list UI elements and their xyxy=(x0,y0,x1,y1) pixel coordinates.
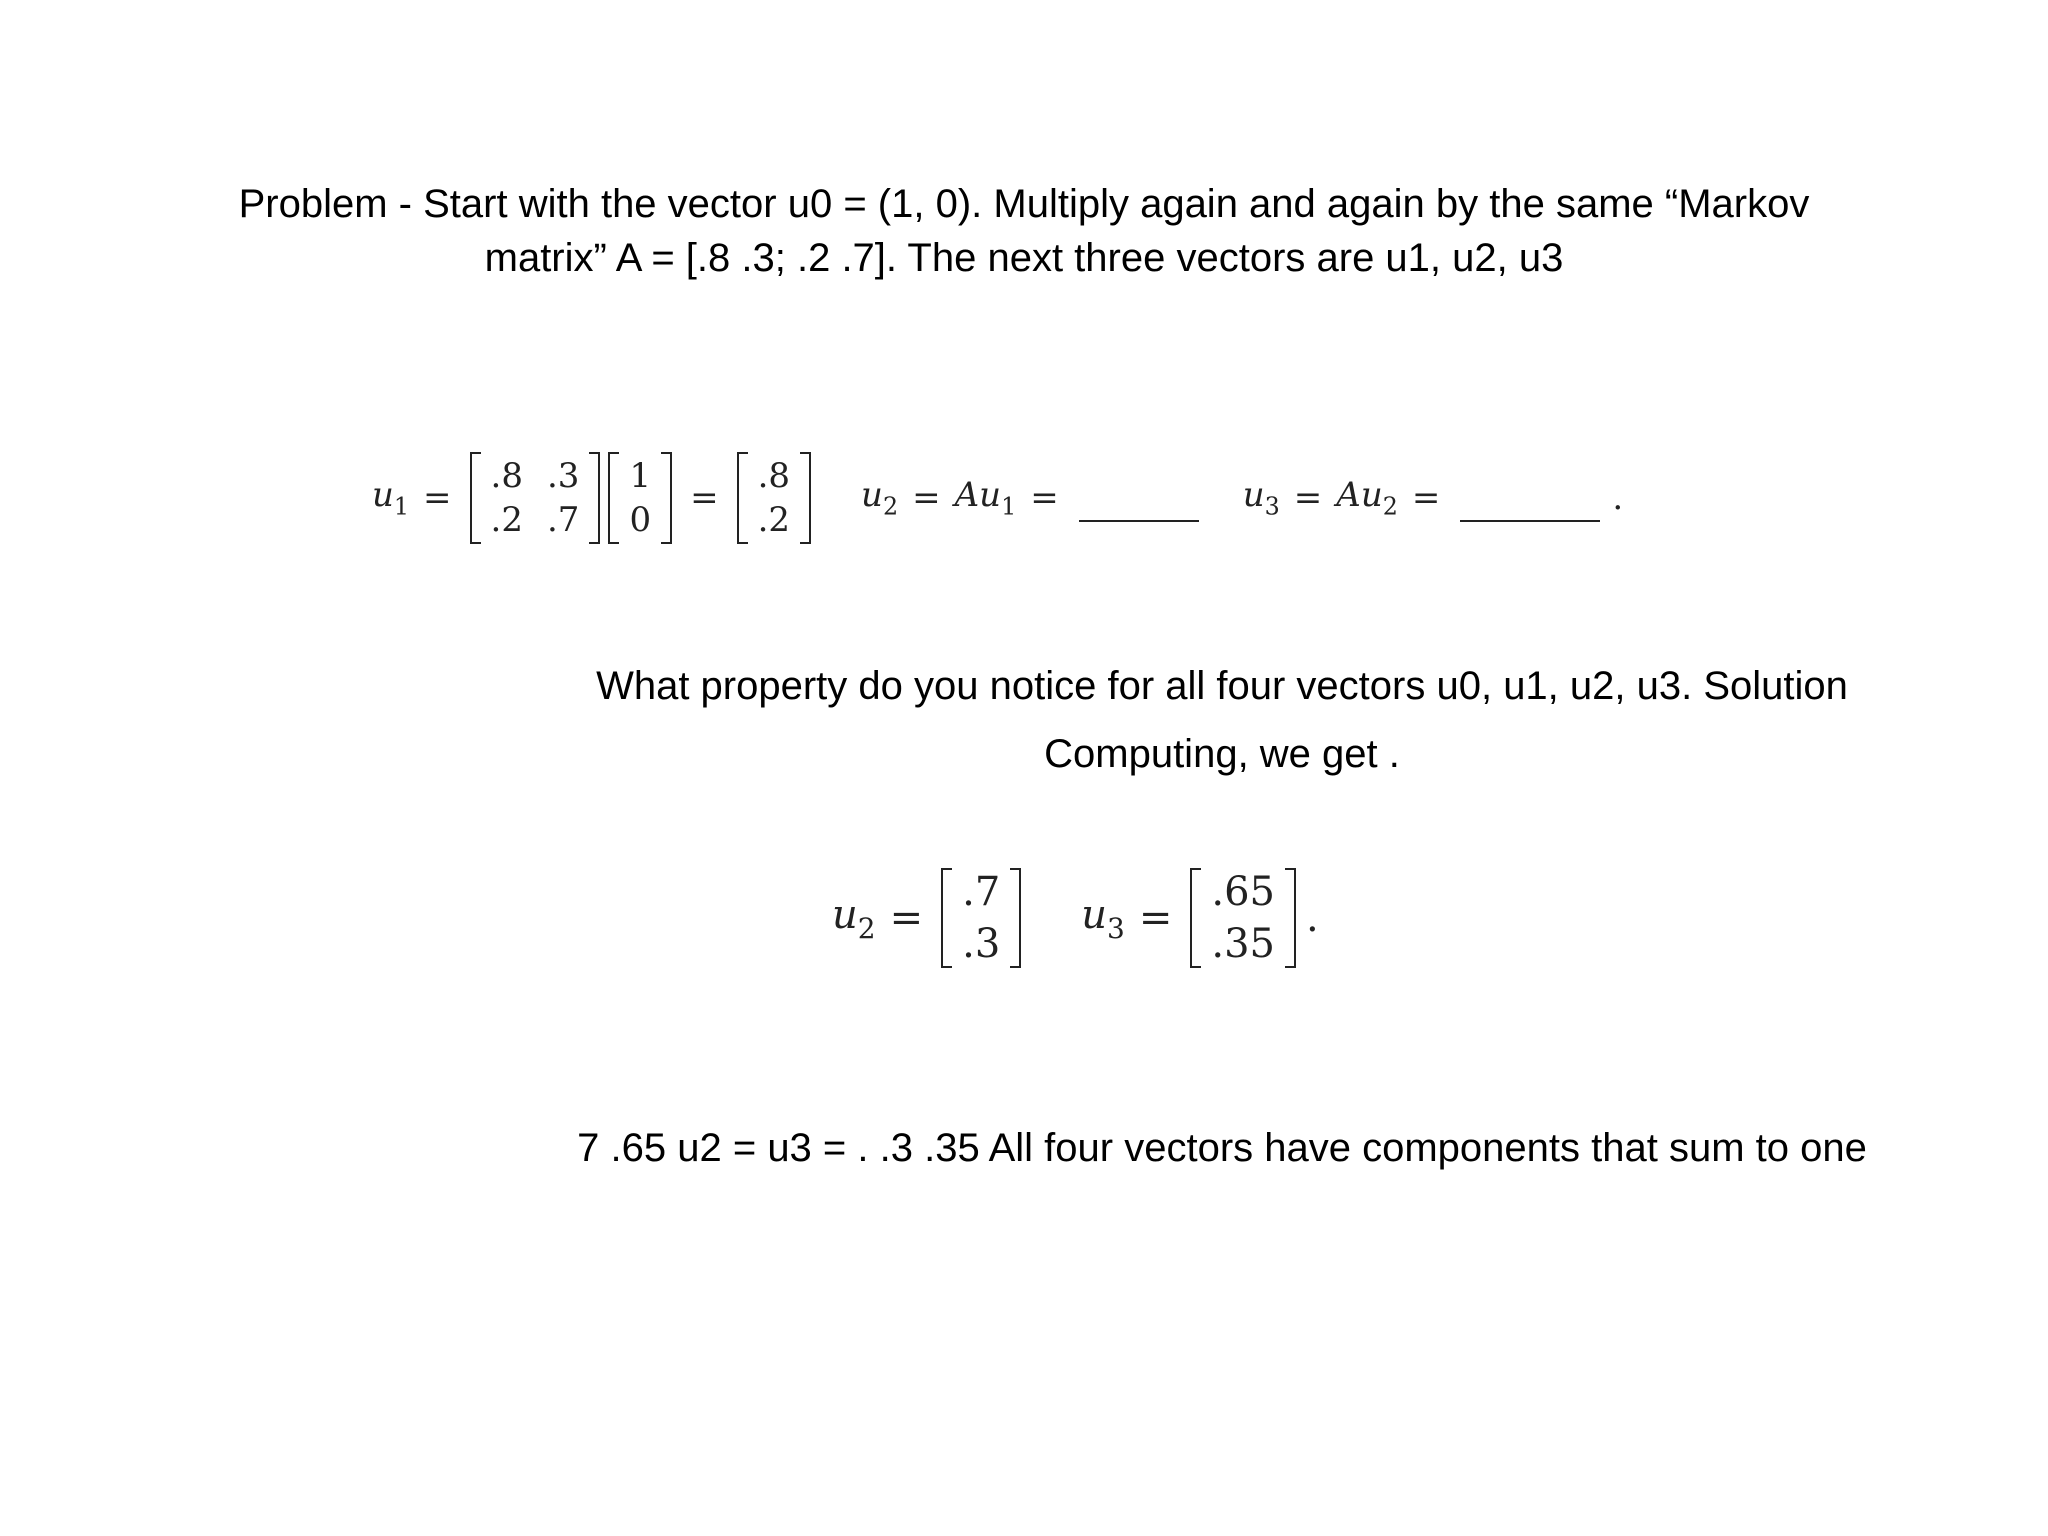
vector-u2-cell: .3 xyxy=(962,921,1001,967)
vector-u3-cell: .65 xyxy=(1211,869,1276,915)
vector-u1-cell: .2 xyxy=(757,500,791,540)
matrix-a-cell: .8 xyxy=(490,456,523,496)
u2-symbol: $u_2$ xyxy=(832,891,876,945)
u3-blank-line xyxy=(1460,498,1600,522)
equals-sign: = xyxy=(912,478,941,518)
vector-u0 xyxy=(608,452,672,544)
matrix-a-cell: .7 xyxy=(547,500,580,540)
u2-symbol: $u_2$ xyxy=(861,475,899,521)
period: . xyxy=(1612,478,1624,518)
answer-line: 7 .65 u2 = u3 = . .3 .35 All four vectors have components that sum to one xyxy=(577,1126,1867,1170)
question-line-1: What property do you notice for all four vectors u0, u1, u2, u3. Solution xyxy=(596,664,1848,708)
vector-u1-result xyxy=(737,452,811,544)
equals-sign: = xyxy=(1411,478,1441,518)
vector-u3 xyxy=(1190,868,1296,968)
equals-sign: = xyxy=(1293,478,1323,518)
vector-u2-cell: .7 xyxy=(962,869,1001,915)
matrix-a-cell: .2 xyxy=(490,500,523,540)
equals-sign: = xyxy=(1030,478,1059,518)
vector-u0-cell: 0 xyxy=(629,500,652,540)
u2-blank-line xyxy=(1079,498,1199,522)
u3-symbol: $u_3$ xyxy=(1242,475,1280,521)
equals-sign: = xyxy=(1138,895,1173,941)
vector-u3-cell: .35 xyxy=(1211,921,1276,967)
matrix-a-cell: .3 xyxy=(547,456,580,496)
matrix-a xyxy=(470,452,601,544)
a-u1-expression: $Au_1$ xyxy=(954,475,1017,521)
problem-line-2: matrix” A = [.8 .3; .2 .7]. The next three vectors are u1, u2, u3 xyxy=(484,236,1564,280)
u1-symbol: $u_1$ xyxy=(372,475,410,521)
a-u2-expression: $Au_2$ xyxy=(1336,475,1398,521)
equals-sign: = xyxy=(690,478,719,518)
problem-line-1: Problem - Start with the vector u0 = (1, 0). Multiply again and again by the same “Markov xyxy=(238,182,1810,226)
equals-sign: = xyxy=(889,895,924,941)
equation-solution-row xyxy=(832,868,1319,968)
period: . xyxy=(1306,895,1319,941)
question-line-2: Computing, we get . xyxy=(1044,732,1400,776)
equation-u1-row xyxy=(372,452,1623,544)
u3-symbol: $u_3$ xyxy=(1081,891,1125,945)
vector-u2 xyxy=(941,868,1021,968)
vector-u1-cell: .8 xyxy=(757,456,791,496)
equals-sign: = xyxy=(423,478,452,518)
vector-u0-cell: 1 xyxy=(629,456,652,496)
